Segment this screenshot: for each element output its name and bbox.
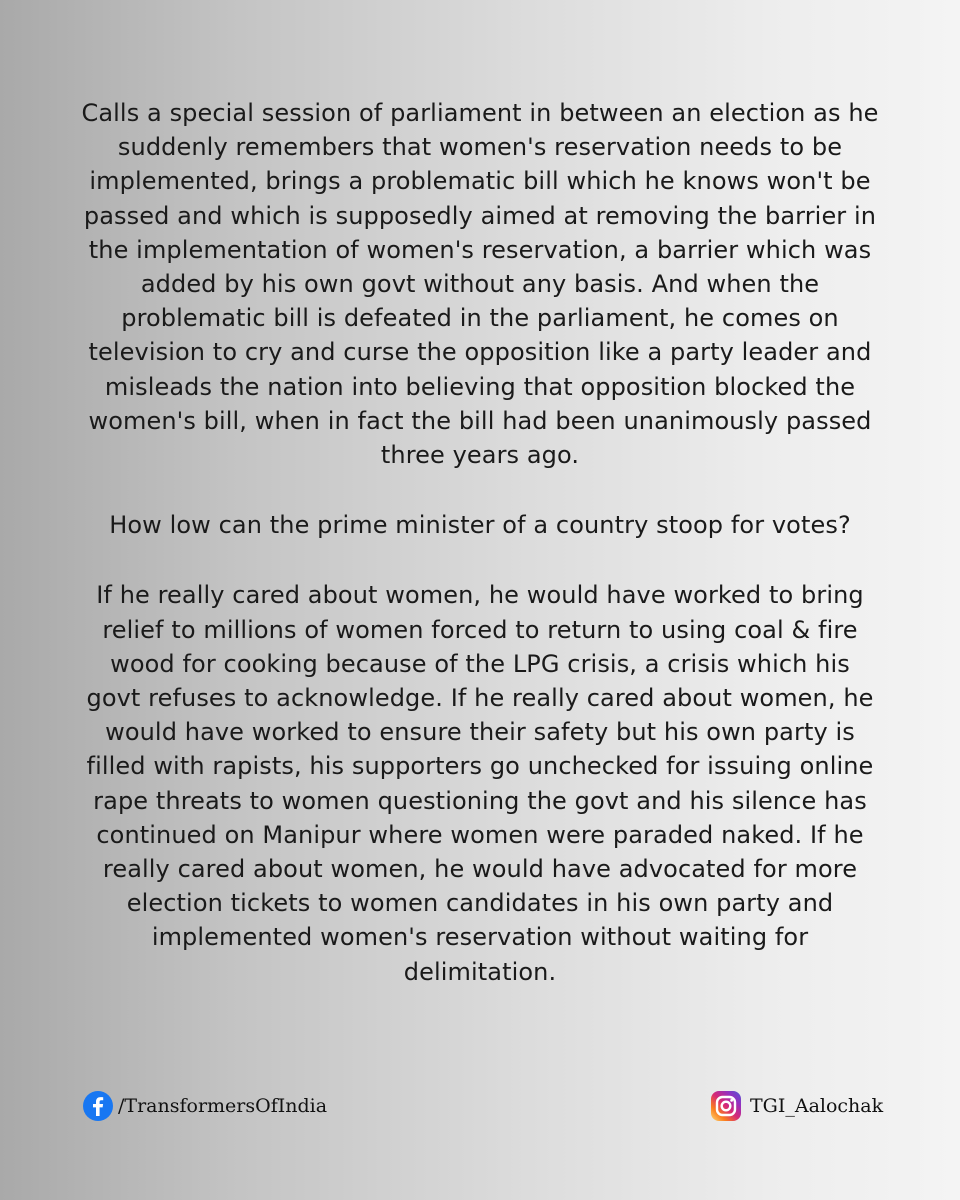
instagram-icon <box>710 1090 742 1122</box>
post-body <box>80 96 880 989</box>
paragraph-question: How low can the prime minister of a country stoop for votes? <box>109 511 851 540</box>
facebook-handle: /TransformersOfIndia <box>118 1095 328 1117</box>
instagram-link[interactable] <box>710 1088 883 1124</box>
instagram-handle: TGI_Aalochak <box>750 1095 884 1117</box>
paragraph-intro: Calls a special session of parliament in between an election as he suddenly remembers that women's reservation needs to be implemented, brings a problematic bill which he knows won't be passed and which is supposedly aimed at removing the barrier in the implementation of women's reservation, a barrier which was added by his own govt without any basis. And when the problematic bill is defeated in the parliament, he comes on television to cry and curse the opposition like a party leader and misleads the nation into believing that opposition blocked the women's bill, when in fact the bill had been unanimously passed three years ago. <box>81 99 879 470</box>
paragraph-argument: If he really cared about women, he would have worked to bring relief to millions of women forced to return to using coal & fire wood for cooking because of the LPG crisis, a crisis which his govt refuses to acknowledge. If he really cared about women, he would have worked to ensure their safety but his own party is filled with rapists, his supporters go unchecked for issuing online rape threats to women questioning the govt and his silence has continued on Manipur where women were paraded naked. If he really cared about women, he would have advocated for more election tickets to women candidates in his own party and implemented women's reservation without waiting for delimitation. <box>86 581 874 986</box>
facebook-link[interactable] <box>82 1088 327 1124</box>
facebook-icon <box>82 1090 114 1122</box>
